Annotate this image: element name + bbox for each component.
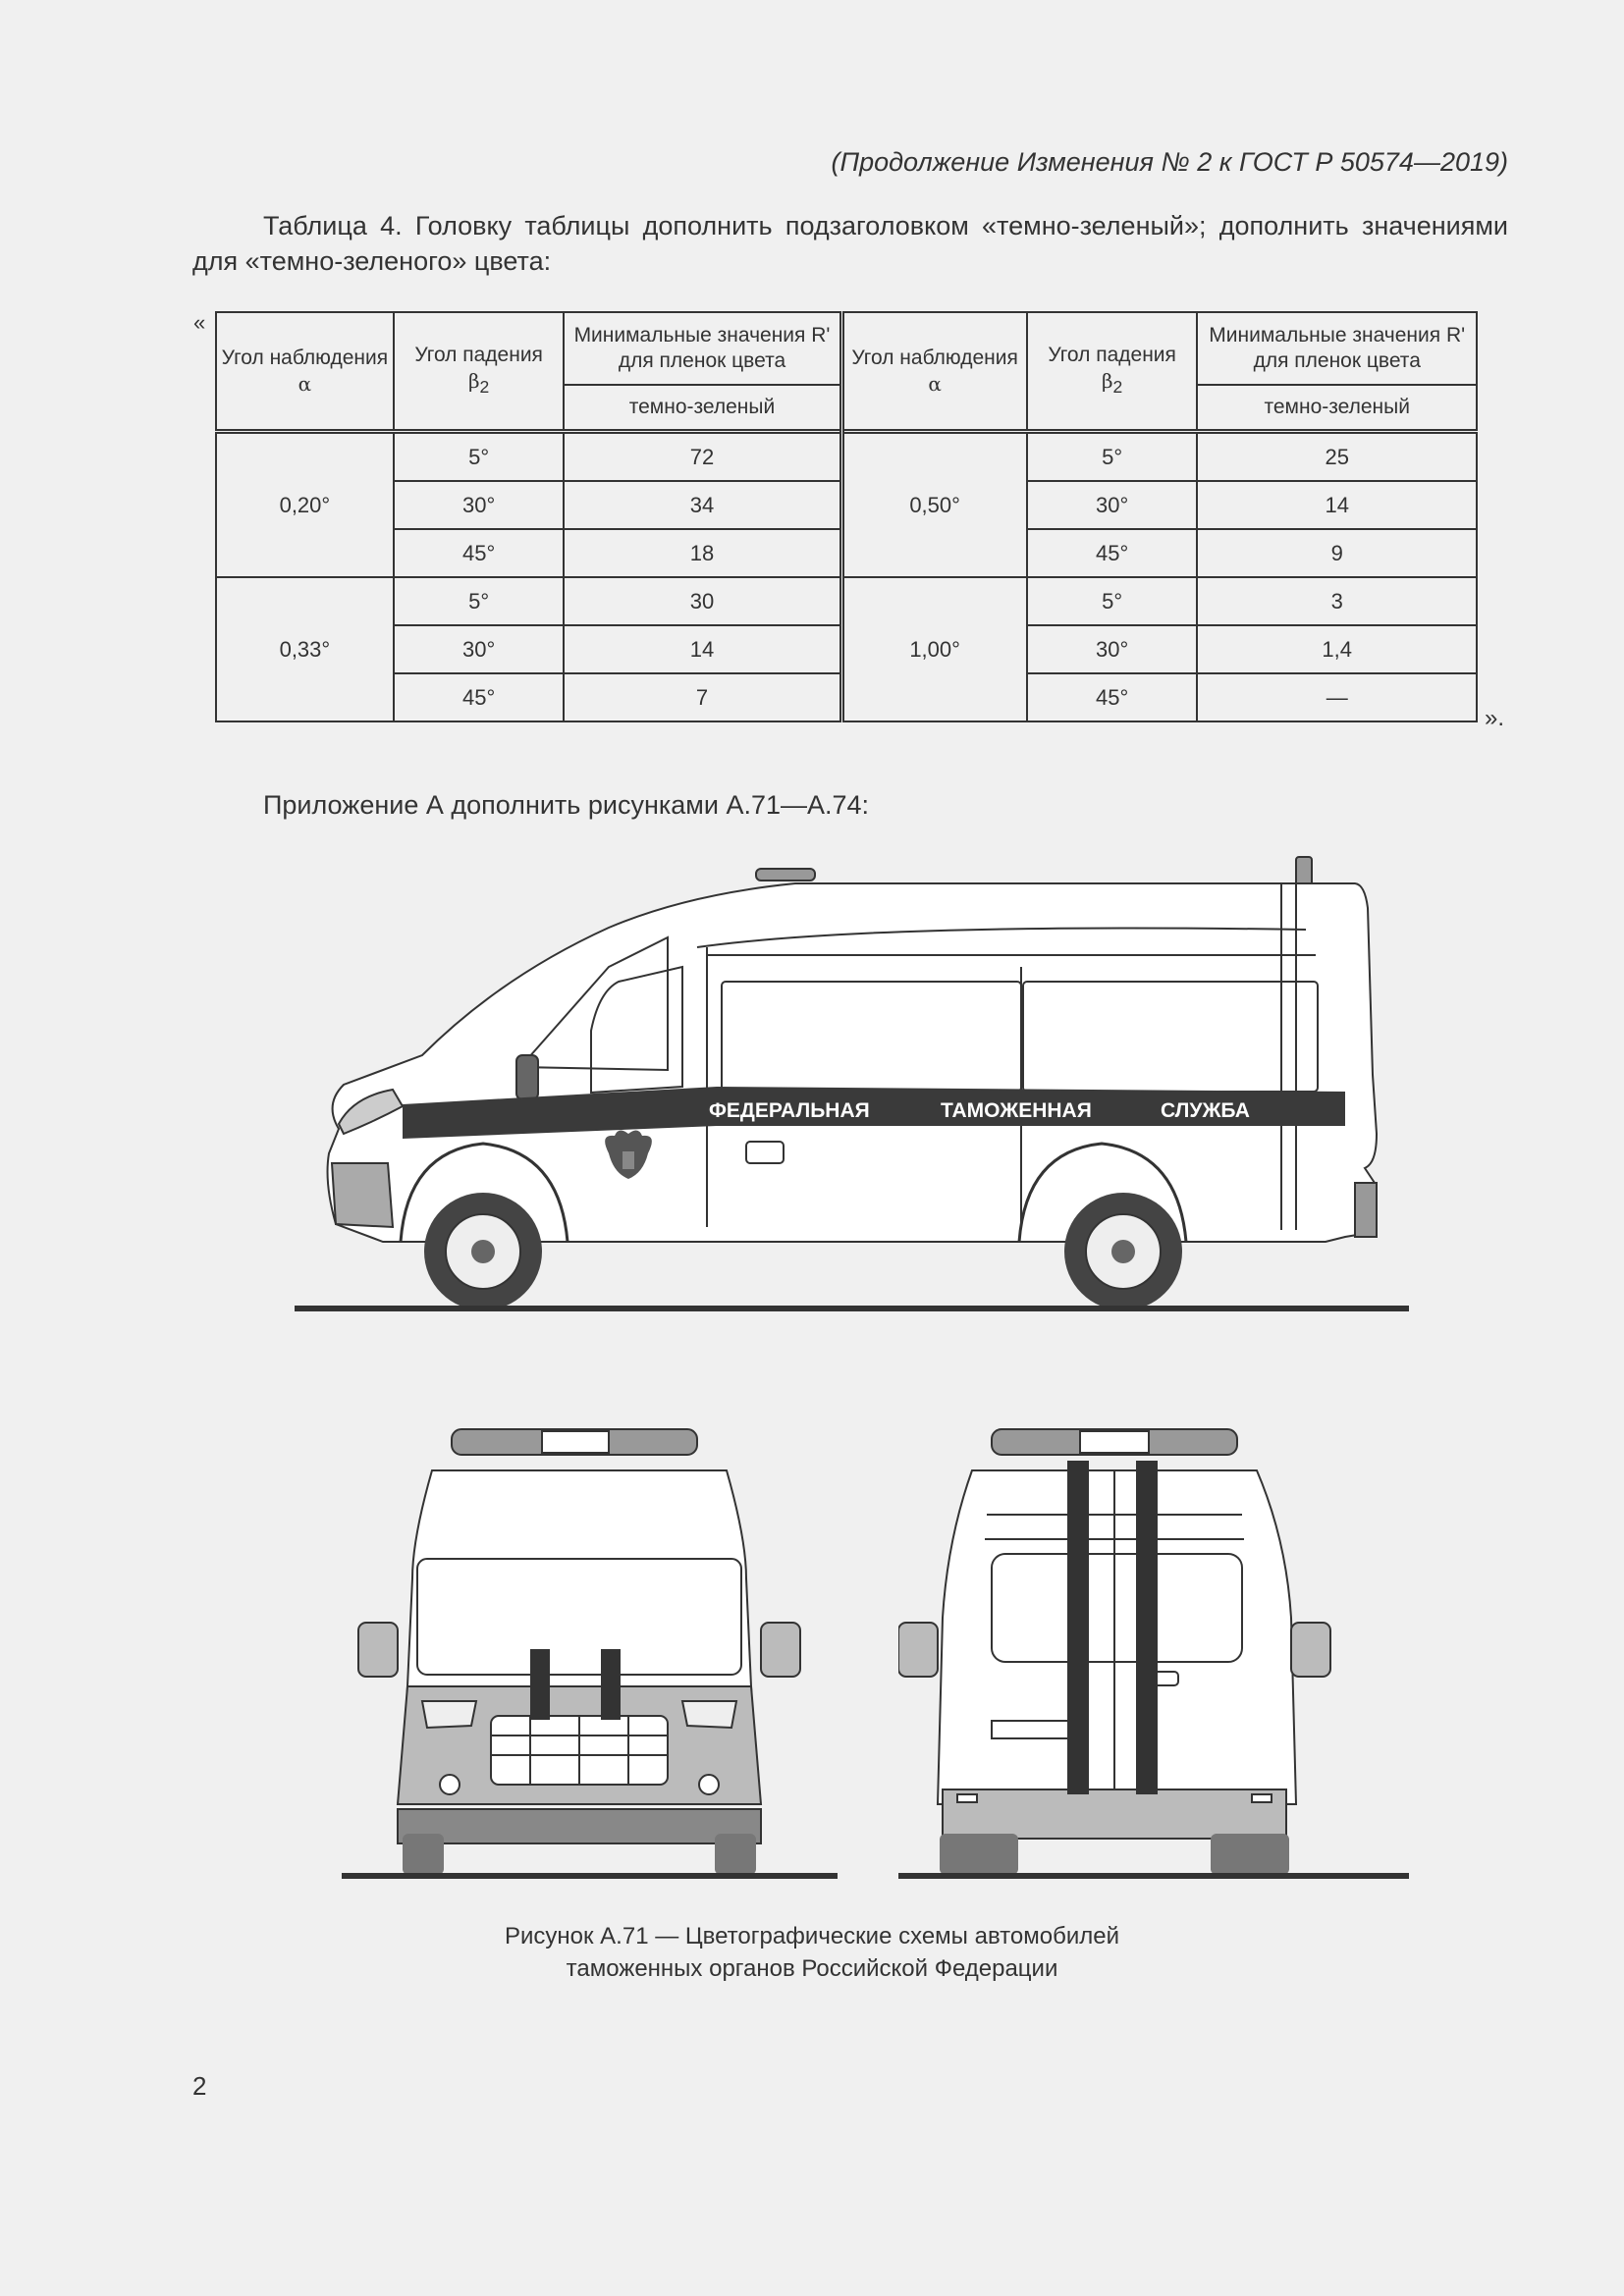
figure-caption-line-2: таможенных органов Российской Федерации xyxy=(566,1955,1058,1982)
right-tires xyxy=(1211,1834,1289,1875)
value-cell: 72 xyxy=(564,432,841,482)
value-cell: 7 xyxy=(564,673,841,721)
stripe-word-2: ТАМОЖЕННАЯ xyxy=(941,1099,1092,1122)
header-observation-angle: Угол наблюдения α xyxy=(216,312,394,432)
observation-angle-cell: 0,50° xyxy=(841,432,1027,578)
page-header: (Продолжение Изменения № 2 к ГОСТ Р 50574—2019) xyxy=(831,147,1508,177)
ground-line xyxy=(342,1873,838,1879)
incidence-angle-cell: 30° xyxy=(394,625,565,673)
incidence-angle-cell: 5° xyxy=(1027,577,1198,625)
right-headlight xyxy=(682,1701,736,1728)
observation-angle-cell: 0,33° xyxy=(216,577,394,721)
page-number: 2 xyxy=(192,2071,207,2101)
rear-wheel xyxy=(1064,1193,1182,1310)
appendix-paragraph xyxy=(192,787,1508,823)
header-min-values: Минимальные значения R' для пленок цвета xyxy=(564,312,841,385)
incidence-angle-cell: 30° xyxy=(1027,625,1198,673)
header-incidence-angle: Угол падения $\beta_2$ xyxy=(1027,312,1198,432)
retroreflection-table xyxy=(215,311,1478,722)
value-cell: 34 xyxy=(564,481,841,529)
value-cell: 9 xyxy=(1197,529,1477,577)
stripe-word-3: СЛУЖБА xyxy=(1161,1099,1250,1122)
incidence-angle-cell: 45° xyxy=(394,529,565,577)
value-cell: 18 xyxy=(564,529,841,577)
quote-open: « xyxy=(193,310,206,335)
roof-beacon-front xyxy=(756,869,815,881)
incidence-angle-cell: 30° xyxy=(394,481,565,529)
header-min-values: Минимальные значения R' для пленок цвета xyxy=(1197,312,1477,385)
van-rear-view xyxy=(898,1421,1409,1883)
roof-light-center xyxy=(542,1431,609,1453)
value-cell: 30 xyxy=(564,577,841,625)
front-bumper xyxy=(398,1809,761,1843)
appendix-text: Приложение А дополнить рисунками А.71—А.74: xyxy=(263,790,870,820)
value-cell: — xyxy=(1197,673,1477,721)
left-tires xyxy=(940,1834,1018,1875)
stripe-left xyxy=(530,1649,550,1720)
left-headlight xyxy=(422,1701,476,1728)
rear-bumper xyxy=(943,1789,1286,1839)
incidence-angle-cell: 5° xyxy=(394,432,565,482)
van-side-view xyxy=(285,839,1424,1320)
stripe-left xyxy=(1067,1461,1089,1794)
intro-text: Таблица 4. Головку таблицы дополнить подзаголовком «темно-зеленый»; дополнить значениями для «темно-зеленого» цвета: xyxy=(192,211,1508,276)
header-observation-angle: Угол наблюдения α xyxy=(841,312,1027,432)
left-mirror xyxy=(898,1623,938,1677)
value-cell: 3 xyxy=(1197,577,1477,625)
left-mirror xyxy=(358,1623,398,1677)
quote-close: ». xyxy=(1485,705,1505,731)
incidence-angle-cell: 45° xyxy=(1027,673,1198,721)
incidence-angle-cell: 5° xyxy=(1027,432,1198,482)
stripe-right xyxy=(601,1649,621,1720)
roof-light-center xyxy=(1080,1431,1149,1453)
left-fog-light xyxy=(440,1775,460,1794)
value-cell: 25 xyxy=(1197,432,1477,482)
ground-line xyxy=(898,1873,1409,1879)
incidence-angle-cell: 30° xyxy=(1027,481,1198,529)
figure-caption-line-1: Рисунок А.71 — Цветографические схемы автомобилей xyxy=(504,1923,1119,1949)
van-body xyxy=(328,883,1377,1242)
incidence-angle-cell: 45° xyxy=(394,673,565,721)
stripe-word-1: ФЕДЕРАЛЬНАЯ xyxy=(709,1099,870,1122)
header-incidence-angle: Угол падения $\beta_2$ xyxy=(394,312,565,432)
right-fog-light xyxy=(699,1775,719,1794)
side-mirror xyxy=(516,1055,538,1099)
van-front-view xyxy=(334,1421,844,1883)
left-tire xyxy=(403,1834,444,1875)
intro-paragraph xyxy=(192,208,1508,279)
incidence-angle-cell: 5° xyxy=(394,577,565,625)
header-dark-green: темно-зеленый xyxy=(1197,385,1477,432)
incidence-angle-cell: 45° xyxy=(1027,529,1198,577)
value-cell: 14 xyxy=(1197,481,1477,529)
value-cell: 14 xyxy=(564,625,841,673)
ground-line xyxy=(295,1306,1409,1311)
rear-bumper xyxy=(1355,1183,1377,1237)
right-mirror xyxy=(761,1623,800,1677)
header-dark-green: темно-зеленый xyxy=(564,385,841,432)
value-cell: 1,4 xyxy=(1197,625,1477,673)
stripe-right xyxy=(1136,1461,1158,1794)
observation-angle-cell: 1,00° xyxy=(841,577,1027,721)
front-wheel xyxy=(424,1193,542,1310)
right-mirror xyxy=(1291,1623,1330,1677)
observation-angle-cell: 0,20° xyxy=(216,432,394,578)
right-tire xyxy=(715,1834,756,1875)
